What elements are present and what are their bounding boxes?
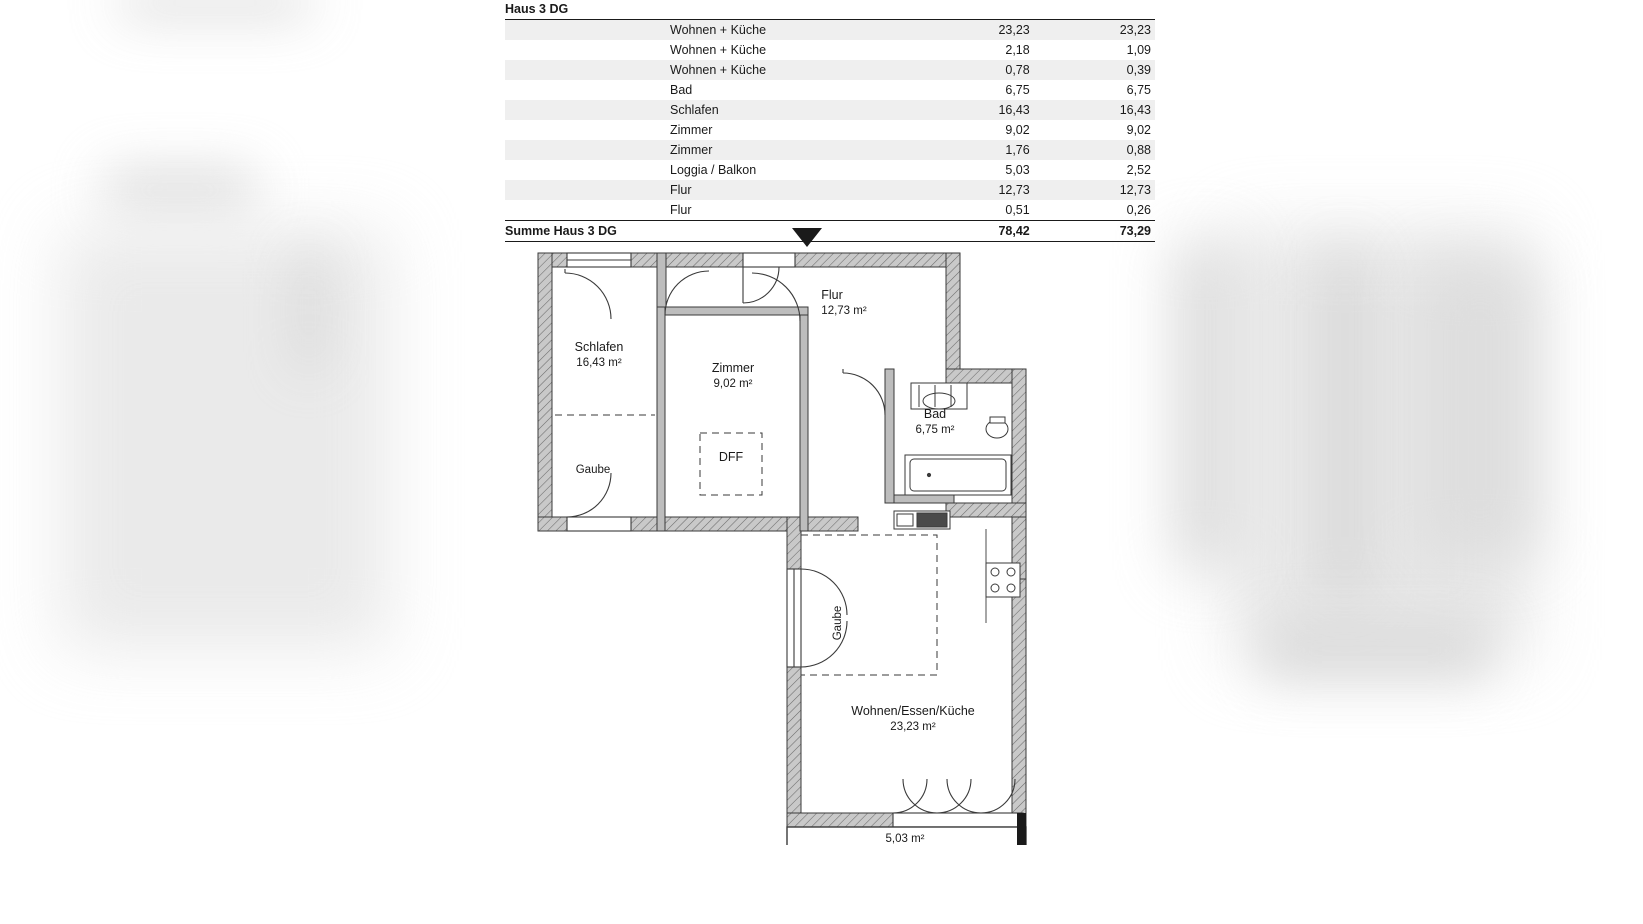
row-value-2: 12,73 [1119, 183, 1151, 197]
row-value-1: 2,18 [1005, 43, 1030, 57]
row-label: Bad [670, 83, 693, 97]
sum-value-2: 73,29 [1034, 221, 1155, 242]
row-value-1: 6,75 [1005, 83, 1030, 97]
table-row [505, 60, 1155, 80]
row-value-2: 6,75 [1126, 83, 1151, 97]
table-row [505, 180, 1155, 200]
room-area-wohnen: 23,23 m² [890, 721, 936, 733]
table-title-row [505, 0, 1155, 20]
table-row [505, 140, 1155, 160]
room-label-wohnen: Wohnen/Essen/Küche [851, 704, 975, 718]
table-row [505, 80, 1155, 100]
row-label: Wohnen + Küche [670, 63, 767, 77]
row-value-1: 0,78 [1005, 63, 1030, 77]
row-label: Zimmer [670, 143, 713, 157]
row-label: Schlafen [670, 103, 719, 117]
room-label-flur: Flur [821, 288, 843, 302]
row-label: Zimmer [670, 123, 713, 137]
room-area-zimmer: 9,02 m² [713, 378, 753, 390]
table-title: Haus 3 DG [505, 0, 909, 20]
row-label: Wohnen + Küche [670, 43, 767, 57]
room-label-bad: Bad [923, 407, 947, 421]
row-value-2: 0,39 [1126, 63, 1151, 77]
room-area-bad: 6,75 m² [915, 424, 955, 436]
row-value-2: 9,02 [1126, 123, 1151, 137]
room-area-loggia: 5,03 m² [885, 833, 925, 845]
sum-value-1: 78,42 [909, 221, 1034, 242]
row-value-2: 23,23 [1119, 23, 1151, 37]
area-schedule-table [505, 0, 1155, 242]
row-label: Wohnen + Küche [670, 23, 767, 37]
row-value-1: 9,02 [1005, 123, 1030, 137]
row-label: Flur [670, 203, 692, 217]
table-row [505, 160, 1155, 180]
room-labels [575, 288, 975, 845]
row-value-2: 1,09 [1126, 43, 1151, 57]
table-row [505, 100, 1155, 120]
room-area-schlafen: 16,43 m² [576, 357, 622, 369]
room-label-schlafen: Schlafen [574, 340, 624, 354]
table-row [505, 200, 1155, 221]
floor-plan-svg [505, 225, 1125, 845]
sum-label: Summe Haus 3 DG [505, 221, 909, 242]
row-value-1: 12,73 [998, 183, 1030, 197]
row-value-1: 1,76 [1005, 143, 1030, 157]
label-dff: DFF [718, 450, 744, 464]
row-value-1: 16,43 [998, 103, 1030, 117]
row-label: Loggia / Balkon [670, 163, 757, 177]
label-gaube-left: Gaube [575, 464, 611, 476]
row-value-1: 5,03 [1005, 163, 1030, 177]
room-label-zimmer: Zimmer [711, 361, 755, 375]
label-gaube-right: Gaube [832, 605, 844, 641]
table-row [505, 120, 1155, 140]
row-value-1: 0,51 [1005, 203, 1030, 217]
room-area-flur: 12,73 m² [821, 305, 867, 317]
row-value-2: 2,52 [1126, 163, 1151, 177]
floor-plan [505, 225, 1125, 845]
row-value-2: 0,26 [1126, 203, 1151, 217]
dashed-guides [555, 415, 937, 675]
table-row [505, 40, 1155, 60]
row-value-1: 23,23 [998, 23, 1030, 37]
row-value-2: 16,43 [1119, 103, 1151, 117]
table-row [505, 20, 1155, 41]
row-value-2: 0,88 [1126, 143, 1151, 157]
row-label: Flur [670, 183, 692, 197]
north-arrow-icon [792, 228, 822, 247]
